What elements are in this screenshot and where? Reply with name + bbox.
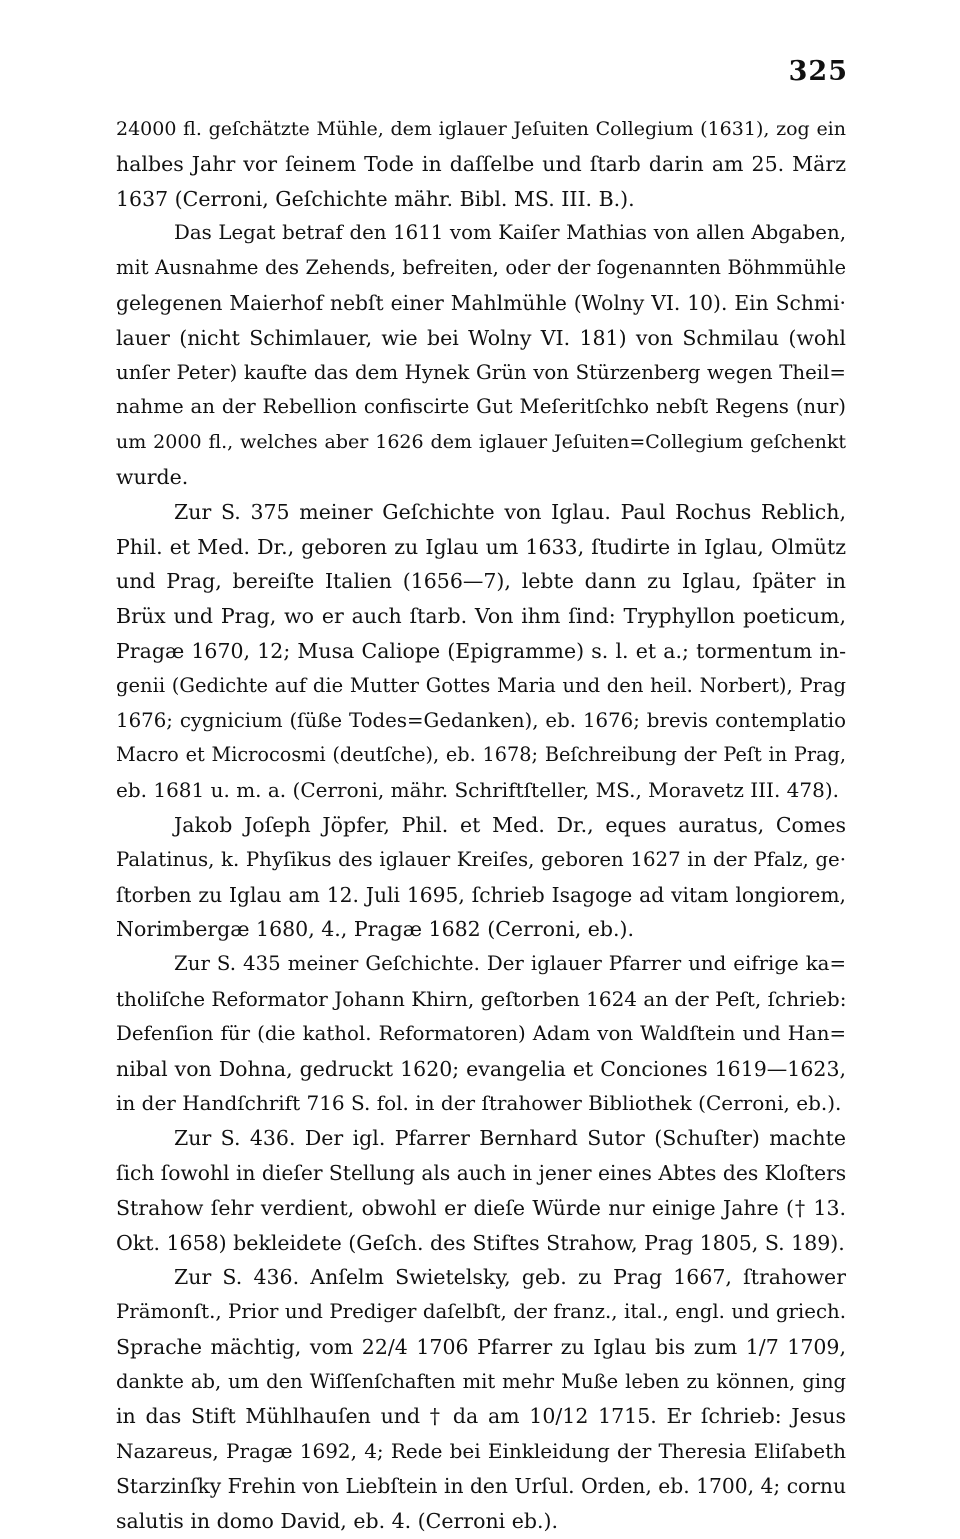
text-line: 24000 fl. geſchätzte Mühle, dem iglauer Jeſuiten Collegium (1631), zog ein [116,118,846,140]
paragraph [116,495,846,808]
text-line: Sprache mächtig, vom 22/4 1706 Pfarrer zu Iglau bis zum 1/7 1709, [116,1334,846,1359]
text-line: halbes Jahr vor ſeinem Tode in daſſelbe und ſtarb darin am 25. März [116,151,846,176]
text-line: in der Handſchrift 716 S. fol. in der ſtrahower Bibliothek (Cerroni, eb.). [116,1091,842,1116]
text-line: Palatinus, k. Phyſikus des iglauer Kreiſes, geboren 1627 in der Pfalz, ge· [116,847,846,871]
text-line: Okt. 1658) bekleidete (Geſch. des Stiftes Strahow, Prag 1805, S. 189). [116,1230,845,1255]
text-line: Pragæ 1670, 12; Musa Caliope (Epigramme) s. l. et a.; tormentum in- [116,638,846,663]
text-line: Zur S. 436. Anſelm Swietelsky, geb. zu Prag 1667, ſtrahower [174,1265,846,1290]
body-text [116,112,846,1539]
text-line: 1676; cygnicium (ſüße Todes=Gedanken), eb. 1676; brevis contemplatio [116,708,846,732]
text-line: Jakob Joſeph Jöpfer, Phil. et Med. Dr., eques auratus, Comes [174,812,846,837]
text-line: Phil. et Med. Dr., geboren zu Iglau um 1633, ſtudirte in Iglau, Olmütz [116,534,846,559]
text-line: nibal von Dohna, gedruckt 1620; evangelia et Conciones 1619—1623, [116,1056,846,1081]
text-line: Macro et Microcosmi (deutſche), eb. 1678; Beſchreibung der Peſt in Prag, [116,743,846,767]
paragraph [116,808,846,947]
text-line: Prämonſt., Prior und Prediger daſelbſt, der franz., ital., engl. und griech. [116,1300,846,1324]
text-line: Strahow ſehr verdient, obwohl er dieſe Würde nur einige Jahre († 13. [116,1195,846,1220]
text-line: genii (Gedichte auf die Mutter Gottes Maria und den heil. Norbert), Prag [116,673,846,697]
text-line: Zur S. 375 meiner Geſchichte von Iglau. Paul Rochus Reblich, [174,499,846,524]
text-line: Norimbergæ 1680, 4., Pragæ 1682 (Cerroni, eb.). [116,917,635,942]
text-line: dankte ab, um den Wiſſenſchaften mit mehr Muße leben zu können, ging [116,1369,846,1393]
text-line: gelegenen Maierhof nebſt einer Mahlmühle (Wolny VI. 10). Ein Schmi· [116,290,846,315]
paragraph [116,947,846,1121]
text-line: unſer Peter) kaufte das dem Hynek Grün von Stürzenberg wegen Theil= [116,360,846,384]
text-line: mit Ausnahme des Zehends, befreiten, oder der ſogenannten Böhmmühle [116,256,846,280]
text-line: tholiſche Reformator Johann Khirn, geſtorben 1624 an der Peſt, ſchrieb: [116,986,846,1011]
text-line: und Prag, bereiſte Italien (1656—7), lebte dann zu Iglau, ſpäter in [116,569,846,594]
text-line: wurde. [116,464,189,489]
text-line: salutis in domo David, eb. 4. (Cerroni eb.). [116,1508,559,1533]
text-line: 1637 (Cerroni, Geſchichte mähr. Bibl. MS. III. B.). [116,186,635,211]
page-number: 325 [788,56,848,87]
paragraph [116,216,846,494]
text-line: Brüx und Prag, wo er auch ſtarb. Von ihm ſind: Tryphyllon poeticum, [116,604,846,629]
paragraph [116,112,846,216]
text-line: in das Stift Mühlhauſen und † da am 10/12 1715. Er ſchrieb: Jesus [116,1404,846,1429]
text-line: Starzinſky Frehin von Liebſtein in den Urſul. Orden, eb. 1700, 4; cornu [116,1474,846,1499]
paragraph [116,1121,846,1260]
text-line: Nazareus, Pragæ 1692, 4; Rede bei Einkleidung der Theresia Eliſabeth [116,1439,846,1464]
text-line: lauer (nicht Schimlauer, wie bei Wolny VI. 181) von Schmilau (wohl [116,325,846,350]
text-line: um 2000 fl., welches aber 1626 dem iglauer Jeſuiten=Collegium geſchenkt [116,431,846,454]
text-line: ſich ſowohl in dieſer Stellung als auch in jener eines Abtes des Kloſters [116,1160,846,1185]
text-line: nahme an der Rebellion confiscirte Gut Meſeritſchko nebſt Regens (nur) [116,395,846,419]
text-line: Zur S. 435 meiner Geſchichte. Der iglauer Pfarrer und eifrige ka= [174,952,846,976]
text-line: Das Legat betraf den 1611 vom Kaiſer Mathias von allen Abgaben, [174,221,846,245]
text-line: ſtorben zu Iglau am 12. Juli 1695, ſchrieb Isagoge ad vitam longiorem, [116,882,846,907]
paragraph [116,1260,846,1538]
text-line: Defenſion für (die kathol. Reformatoren) Adam von Waldſtein und Han= [116,1021,846,1045]
text-line: Zur S. 436. Der igl. Pfarrer Bernhard Sutor (Schuſter) machte [174,1126,846,1151]
text-line: eb. 1681 u. m. a. (Cerroni, mähr. Schriftſteller, MS., Moravetz III. 478). [116,778,839,803]
